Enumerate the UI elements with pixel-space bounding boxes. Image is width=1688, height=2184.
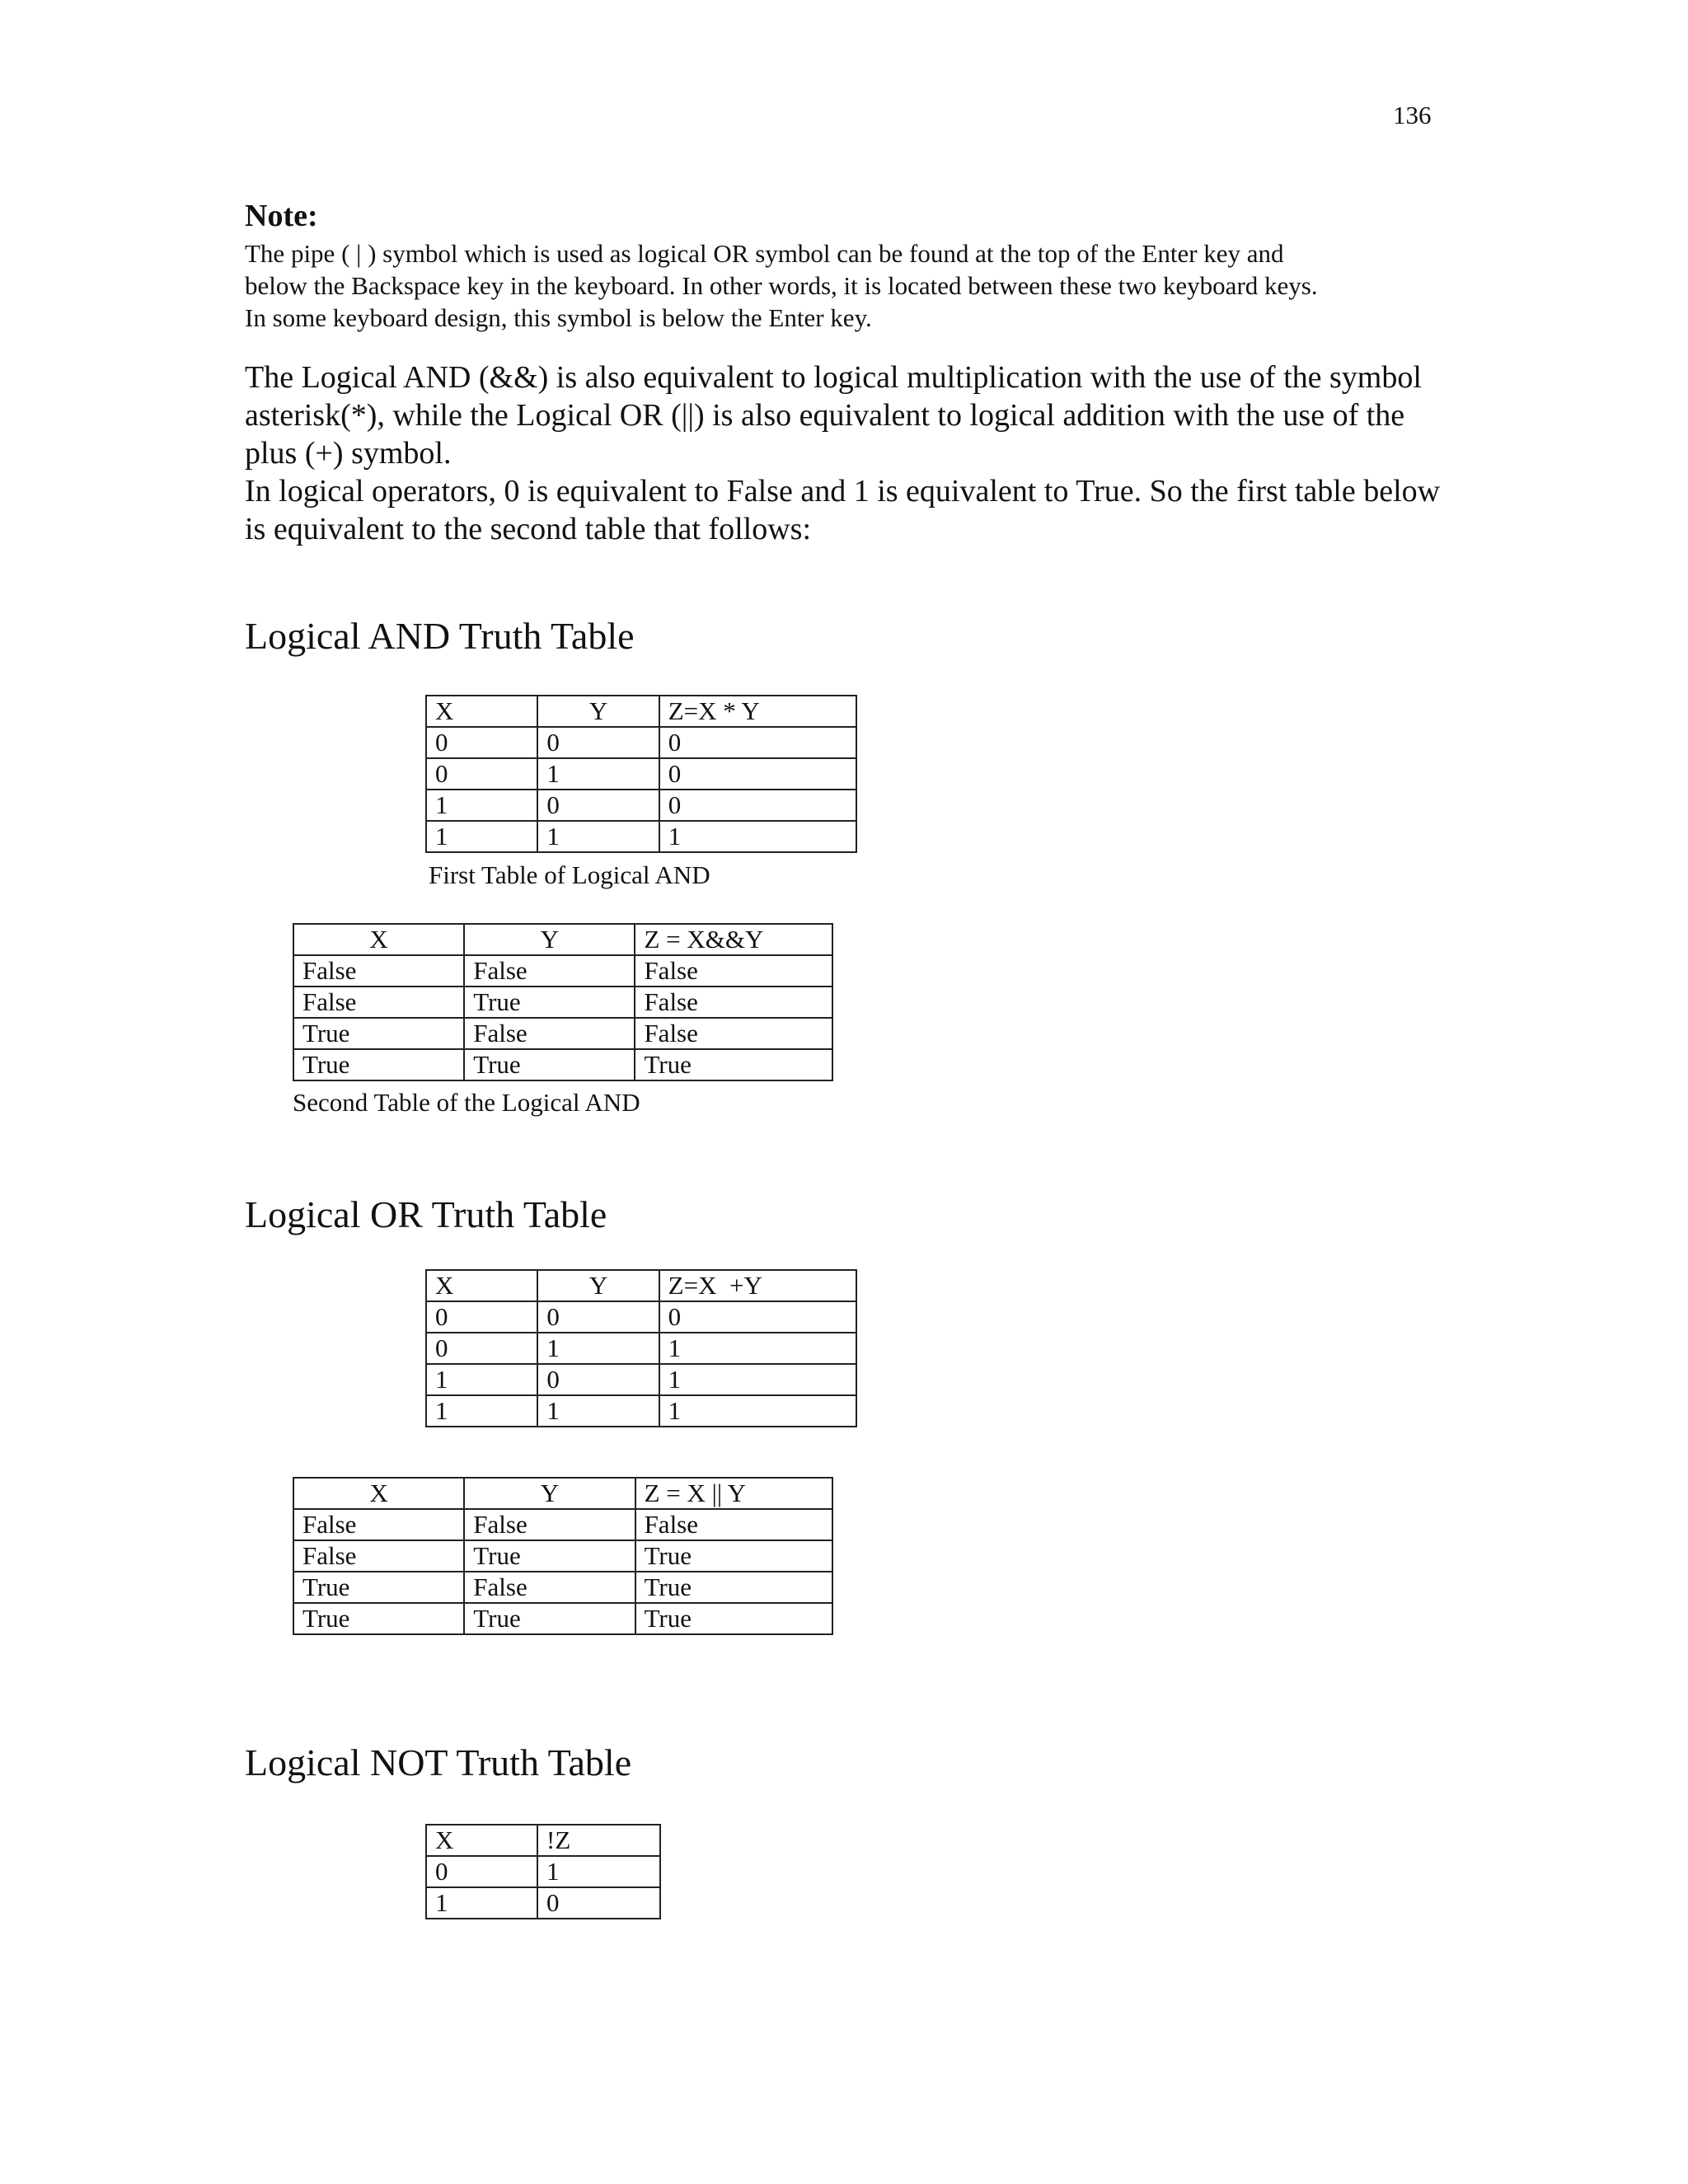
table-header-cell: Z = X&&Y [635, 924, 832, 955]
not-section-title: Logical NOT Truth Table [245, 1741, 632, 1783]
not-table [425, 1824, 661, 1919]
table-row [426, 1887, 660, 1919]
or-numeric-table [425, 1269, 857, 1427]
table-header-cell: Y [464, 924, 635, 955]
table-cell: 0 [426, 1856, 537, 1887]
table-caption: Second Table of the Logical AND [293, 1088, 640, 1117]
table-header-row [426, 1270, 856, 1301]
note-block [245, 198, 1448, 334]
table-row [293, 955, 832, 987]
table-cell: True [635, 1603, 832, 1634]
table-row [426, 1395, 856, 1427]
table-cell: False [635, 987, 832, 1018]
table-header-cell: Z=X +Y [659, 1270, 856, 1301]
table-row [426, 1301, 856, 1333]
table-cell: 0 [537, 1887, 660, 1919]
table-row [293, 1509, 832, 1540]
table-cell: 0 [426, 758, 537, 790]
table-cell: False [464, 1572, 635, 1603]
table-cell: 0 [537, 1301, 659, 1333]
table-cell: False [293, 987, 464, 1018]
table-header-cell: Z=X * Y [659, 696, 856, 727]
table-header-row [426, 1825, 660, 1856]
table-row [293, 1603, 832, 1634]
table-header-cell: Y [464, 1478, 635, 1509]
table-cell: 1 [426, 1395, 537, 1427]
intro-block [245, 359, 1456, 548]
table-cell: 0 [659, 1301, 856, 1333]
table-cell: 1 [426, 790, 537, 821]
note-line: The pipe ( | ) symbol which is used as logical OR symbol can be found at the top of the Enter key and [245, 239, 1284, 268]
table-cell: 0 [659, 727, 856, 758]
table-header-cell: X [293, 1478, 464, 1509]
table-cell: False [293, 955, 464, 987]
table-row [426, 821, 856, 852]
table-cell: 0 [537, 1364, 659, 1395]
page-number: 136 [1393, 101, 1432, 129]
table-cell: 1 [537, 1395, 659, 1427]
note-title: Note: [245, 199, 318, 233]
intro-paragraph: In logical operators, 0 is equivalent to False and 1 is equivalent to True. So the first table below is equivalent to the second table that follows: [245, 474, 1441, 546]
table-cell: 1 [537, 758, 659, 790]
table-cell: 0 [537, 790, 659, 821]
table-row [426, 1333, 856, 1364]
table-header-cell: X [426, 1825, 537, 1856]
table-cell: 1 [537, 1856, 660, 1887]
table-cell: True [293, 1572, 464, 1603]
table-row [293, 1049, 832, 1080]
table-cell: 0 [659, 790, 856, 821]
table-cell: 1 [659, 1364, 856, 1395]
table-cell: 1 [426, 1887, 537, 1919]
note-line: below the Backspace key in the keyboard. In other words, it is located between these two keyboard keys. [245, 271, 1318, 300]
table-row [426, 1856, 660, 1887]
table-header-cell: Y [537, 1270, 659, 1301]
table-cell: 0 [659, 758, 856, 790]
table-cell: 1 [537, 1333, 659, 1364]
table-cell: True [464, 987, 635, 1018]
table-cell: True [293, 1018, 464, 1049]
table-header-cell: X [426, 1270, 537, 1301]
table-row [293, 1018, 832, 1049]
table-header-cell: Z = X || Y [635, 1478, 832, 1509]
table-header-row [293, 924, 832, 955]
table-cell: False [635, 955, 832, 987]
table-cell: 0 [537, 727, 659, 758]
table-cell: 1 [659, 1333, 856, 1364]
table-cell: 1 [426, 1364, 537, 1395]
table-cell: 1 [659, 821, 856, 852]
table-cell: False [293, 1540, 464, 1572]
table-cell: False [293, 1509, 464, 1540]
table-header-cell: X [426, 696, 537, 727]
and-boolean-table [293, 923, 833, 1081]
table-header-cell: !Z [537, 1825, 660, 1856]
or-boolean-table [293, 1477, 833, 1635]
and-section-title: Logical AND Truth Table [245, 615, 635, 657]
table-caption: First Table of Logical AND [429, 860, 710, 889]
table-cell: False [464, 1509, 635, 1540]
table-cell: False [464, 955, 635, 987]
table-cell: True [464, 1603, 635, 1634]
table-row [293, 1572, 832, 1603]
note-text [245, 237, 1448, 334]
table-cell: True [464, 1049, 635, 1080]
table-cell: 0 [426, 727, 537, 758]
table-row [426, 727, 856, 758]
table-row [426, 1364, 856, 1395]
table-cell: True [293, 1049, 464, 1080]
table-cell: False [635, 1509, 832, 1540]
table-header-cell: X [293, 924, 464, 955]
table-row [426, 790, 856, 821]
table-header-row [293, 1478, 832, 1509]
table-row [293, 987, 832, 1018]
table-cell: 1 [659, 1395, 856, 1427]
intro-paragraph: The Logical AND (&&) is also equivalent to logical multiplication with the use of the symbol asterisk(*), while the Logical OR (||) is also equivalent to logical addition with the use of the plus (+) symbol. [245, 360, 1422, 471]
table-header-row [426, 696, 856, 727]
note-line: In some keyboard design, this symbol is below the Enter key. [245, 303, 872, 332]
table-cell: False [464, 1018, 635, 1049]
table-cell: True [464, 1540, 635, 1572]
table-cell: False [635, 1018, 832, 1049]
table-row [293, 1540, 832, 1572]
table-cell: True [635, 1572, 832, 1603]
table-cell: 0 [426, 1333, 537, 1364]
table-cell: True [635, 1540, 832, 1572]
table-cell: True [635, 1049, 832, 1080]
table-cell: 1 [426, 821, 537, 852]
table-row [426, 758, 856, 790]
table-header-cell: Y [537, 696, 659, 727]
table-cell: 1 [537, 821, 659, 852]
table-cell: 0 [426, 1301, 537, 1333]
and-numeric-table [425, 695, 857, 853]
or-section-title: Logical OR Truth Table [245, 1193, 607, 1235]
table-cell: True [293, 1603, 464, 1634]
